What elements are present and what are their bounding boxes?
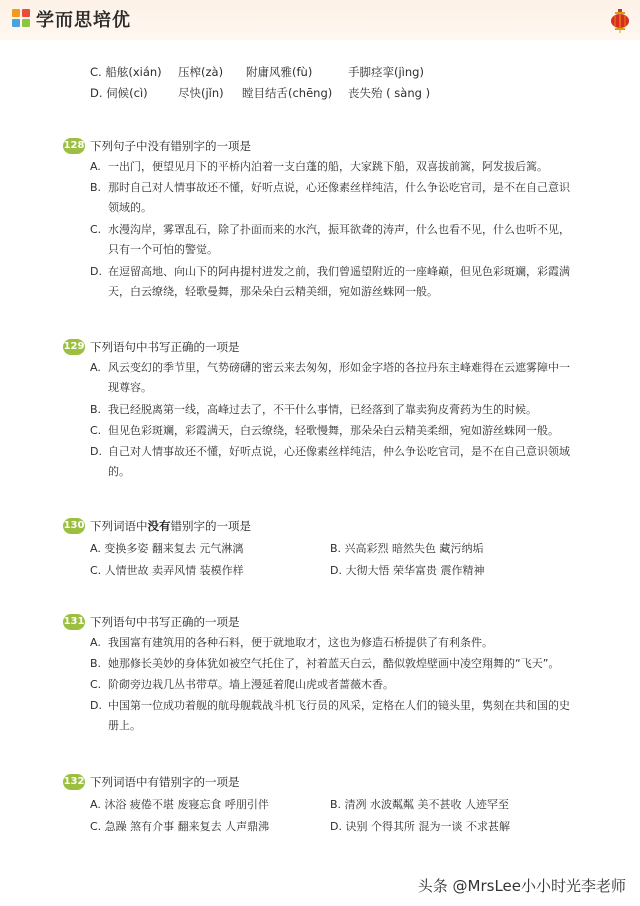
question-number-badge: 129 <box>63 339 85 355</box>
option-b: B. 那时自己对人情事故还不懂，好听点说，心还像素丝样纯洁，什么争讼吃官司，是不在自己意识领域的。 <box>90 181 570 214</box>
brand-logo <box>12 7 131 31</box>
option-d: D. 中国第一位成功着舰的航母舰载战斗机飞行员的风采，定格在人们的镜头里，隽刻在共和国的史册上。 <box>90 699 570 732</box>
question-number-badge: 131 <box>63 614 85 630</box>
question-number-badge: 128 <box>63 138 85 154</box>
logo-text: 学而思培优 <box>36 10 131 31</box>
option-d: D. 在逗留高地、向山下的阿冉提村进发之前，我们曾遥望附近的一座峰巅，但见色彩斑斓，彩霞满天，白云缭绕，轻歌曼舞，那朵朵白云精美细，宛如游丝蛛网一般。 <box>90 265 570 298</box>
question-number-badge: 130 <box>63 518 85 534</box>
option-a: A. 风云变幻的季节里，气势磅礴的密云来去匆匆，形如金字塔的各拉丹东主峰难得在云遮雾障中一现尊容。 <box>90 361 570 394</box>
option-a: A. 一出门，便望见月下的平桥内泊着一支白蓬的船，大家跳下船，双喜拔前篙，阿发拔后篙。 <box>90 160 548 173</box>
question-title: 下列词语中没有错别字的一项是 <box>90 519 251 533</box>
watermark: 头条 @MrsLee小小时光李老师 <box>417 877 626 895</box>
question-title: 下列句子中没有错别字的一项是 <box>90 139 251 153</box>
page-header <box>0 0 640 40</box>
question-title: 下列词语中有错别字的一项是 <box>90 775 240 789</box>
question-title: 下列语句中书写正确的一项是 <box>90 615 240 629</box>
question-number-badge: 132 <box>63 774 85 790</box>
logo-mark-icon <box>12 9 32 29</box>
option-c: C. 阶砌旁边栽几丛书带草。墙上漫延着爬山虎或者蔷薇木香。 <box>90 678 394 691</box>
option-b: B. 我已经脱离第一线，高峰过去了，不干什么事情，已经落到了靠卖狗皮膏药为生的时候。 <box>90 403 537 416</box>
option-c: C. 水漫沟岸，雾罩乱石，除了扑面而来的水汽，振耳欲聋的涛声，什么也看不见，什么也听不见，只有一个可怕的警觉。 <box>90 223 570 256</box>
option-a: A. 我国富有建筑用的各种石料，便于就地取才，这也为修造石桥提供了有利条件。 <box>90 636 493 649</box>
lantern-icon <box>610 9 630 33</box>
question-title: 下列语句中书写正确的一项是 <box>90 340 240 354</box>
option-d: D. 自己对人情事故还不懂，好听点说，心还像素丝样纯洁，仲么争讼吃官司，是不在自己意识领域的。 <box>90 445 570 478</box>
option-c: C. 但见色彩斑斓，彩霞满天，白云缭绕，轻歌慢舞，那朵朵白云精美柔细，宛如游丝蛛网一般。 <box>90 424 559 437</box>
option-b: B. 她那修长美妙的身体犹如被空气托住了，衬着蓝天白云，酷似敦煌壁画中凌空翔舞的“飞天”。 <box>90 657 560 670</box>
